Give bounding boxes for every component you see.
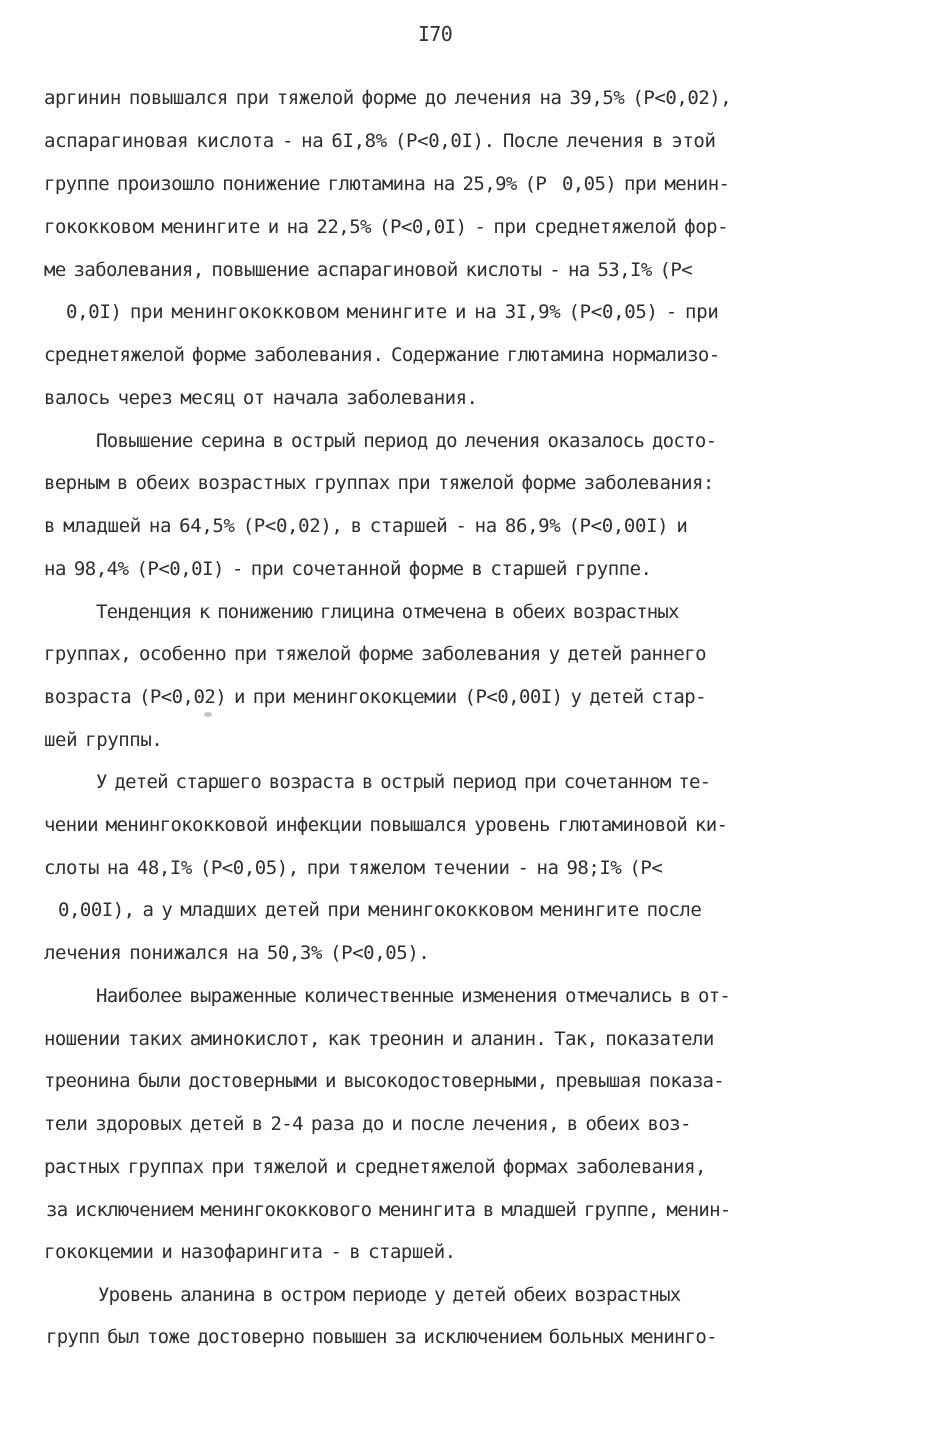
text-line: среднетяжелой форме заболевания. Содержание глютамина нормализо- (44, 344, 720, 366)
text-line: на 98,4% (P<0,0I) - при сочетанной форме в старшей группе. (44, 558, 652, 580)
text-line: У детей старшего возраста в острый период при сочетанном те- (96, 771, 711, 793)
page-number: I70 (417, 22, 453, 46)
text-line: группах, особенно при тяжелой форме заболевания у детей раннего (44, 643, 707, 665)
text-line: аргинин повышался при тяжелой форме до лечения на 39,5% (P<0,02), (44, 87, 732, 109)
text-line: шей группы. (44, 729, 163, 751)
text-line: возраста (P<0,02) и при менингококцемии (P<0,00I) у детей стар- (44, 686, 707, 708)
text-line: 0,0I) при менингококковом менингите и на 3I,9% (P<0,05) - при (66, 301, 719, 323)
text-line: верным в обеих возрастных группах при тяжелой форме заболевания: (44, 472, 714, 494)
text-line: за исключением менингококкового менингита в младшей группе, менин- (46, 1199, 731, 1221)
ink-smudge (204, 712, 212, 717)
text-line: слоты на 48,I% (P<0,05), при тяжелом течении - на 98;I% (P< (44, 857, 663, 879)
text-line: гококцемии и назофарингита - в старшей. (44, 1241, 456, 1263)
text-line: тели здоровых детей в 2-4 раза до и после лечения, в обеих воз- (44, 1113, 691, 1135)
text-line: треонина были достоверными и высокодостоверными, превышая показа- (44, 1070, 725, 1092)
text-line: Наиболее выраженные количественные изменения отмечались в от- (96, 985, 731, 1007)
text-line: ношении таких аминокислот, как треонин и аланин. Так, показатели (44, 1028, 714, 1050)
text-line: лечения понижался на 50,3% (P<0,05). (44, 942, 430, 964)
text-line: Уровень аланина в остром периоде у детей обеих возрастных (98, 1284, 681, 1306)
text-line: групп был тоже достоверно повышен за исключением больных менинго- (46, 1326, 717, 1348)
text-line: ме заболевания, повышение аспарагиновой кислоты - на 53,I% (P< (44, 259, 693, 281)
text-line: в младшей на 64,5% (P<0,02), в старшей - на 86,9% (P<0,00I) и (44, 515, 688, 537)
text-line: аспарагиновая кислота - на 6I,8% (P<0,0I). После лечения в этой (44, 130, 716, 152)
text-line: Тенденция к понижению глицина отмечена в обеих возрастных (96, 601, 679, 623)
text-line: группе произошло понижение глютамина на 25,9% (P 0,05) при менин- (44, 173, 730, 195)
text-line: Повышение серина в острый период до лечения оказалось досто- (96, 430, 717, 452)
text-line: чении менингококковой инфекции повышался уровень глютаминовой ки- (44, 814, 728, 836)
text-line: 0,00I), а у младших детей при менингококковом менингите после (58, 899, 702, 921)
text-line: валось через месяц от начала заболевания. (44, 387, 478, 409)
text-line: растных группах при тяжелой и среднетяжелой формах заболевания, (44, 1156, 706, 1178)
text-line: гококковом менингите и на 22,5% (P<0,0I) - при среднетяжелой фор- (44, 216, 729, 238)
